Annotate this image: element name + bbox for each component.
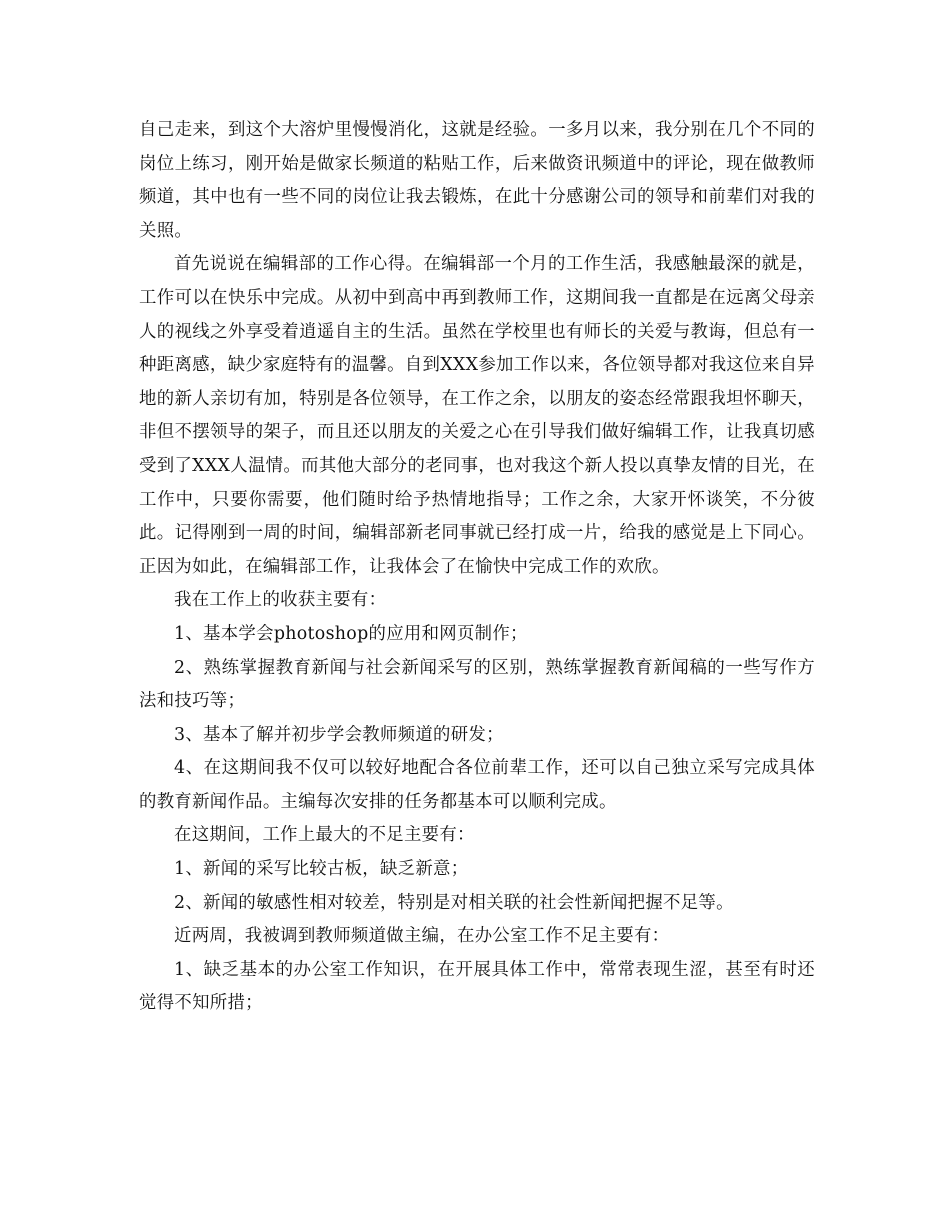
paragraph-gains-heading: 我在工作上的收获主要有： [174, 590, 387, 611]
list-item-shortcoming-1: 1、新闻的采写比较古板，缺乏新意； [174, 859, 469, 880]
paragraph-shortcomings-heading: 在这期间，工作上最大的不足主要有： [174, 825, 475, 846]
paragraph-intro-continuation: 自己走来，到这个大溶炉里慢慢消化，这就是经验。一多月以来，我分别在几个不同的岗位上练习，刚开始是做家长频道的粘贴工作，后来做资讯频道中的评论，现在做教师频道，其中也有一些不同的岗位让我去锻炼，在此十分感谢公司的领导和前辈们对我的关照。 [139, 120, 815, 241]
list-item-shortcoming-2: 2、新闻的敏感性相对较差，特别是对相关联的社会性新闻把握不足等。 [174, 892, 734, 913]
list-item-gain-4: 4、在这期间我不仅可以较好地配合各位前辈工作，还可以自己独立采写完成具体的教育新闻作品。主编每次安排的任务都基本可以顺利完成。 [139, 758, 815, 812]
list-item-gain-2: 2、熟练掌握教育新闻与社会新闻采写的区别，熟练掌握教育新闻稿的一些写作方法和技巧等； [139, 657, 815, 712]
list-item-office-1: 1、缺乏基本的办公室工作知识，在开展具体工作中，常常表现生涩，甚至有时还觉得不知所措； [139, 959, 815, 1014]
list-item-gain-1: 1、基本学会photoshop的应用和网页制作； [174, 623, 528, 644]
paragraph-editorial-experience: 首先说说在编辑部的工作心得。在编辑部一个月的工作生活，我感触最深的就是，工作可以在快乐中完成。从初中到高中再到教师工作，这期间我一直都是在远离父母亲人的视线之外享受着逍遥自主的生活。虽然在学校里也有师长的关爱与教诲，但总有一种距离感，缺少家庭特有的温馨。自到XXX参加工作以来，各位领导都对我这位来自异地的新人亲切有加，特别是各位领导，在工作之余，以朋友的姿态经常跟我坦怀聊天，非但不摆领导的架子，而且还以朋友的关爱之心在引导我们做好编辑工作，让我真切感受到了XXX人温情。而其他大部分的老同事，也对我这个新人投以真挚友情的目光，在工作中，只要你需要，他们随时给予热情地指导；工作之余，大家开怀谈笑，不分彼此。记得刚到一周的时间，编辑部新老同事就已经打成一片，给我的感觉是上下同心。正因为如此，在编辑部工作，让我体会了在愉快中完成工作的欢欣。 [139, 254, 815, 577]
document-page [139, 114, 815, 1021]
list-item-gain-3: 3、基本了解并初步学会教师频道的研发； [174, 724, 504, 745]
paragraph-office-heading: 近两周，我被调到教师频道做主编，在办公室工作不足主要有： [174, 926, 670, 947]
